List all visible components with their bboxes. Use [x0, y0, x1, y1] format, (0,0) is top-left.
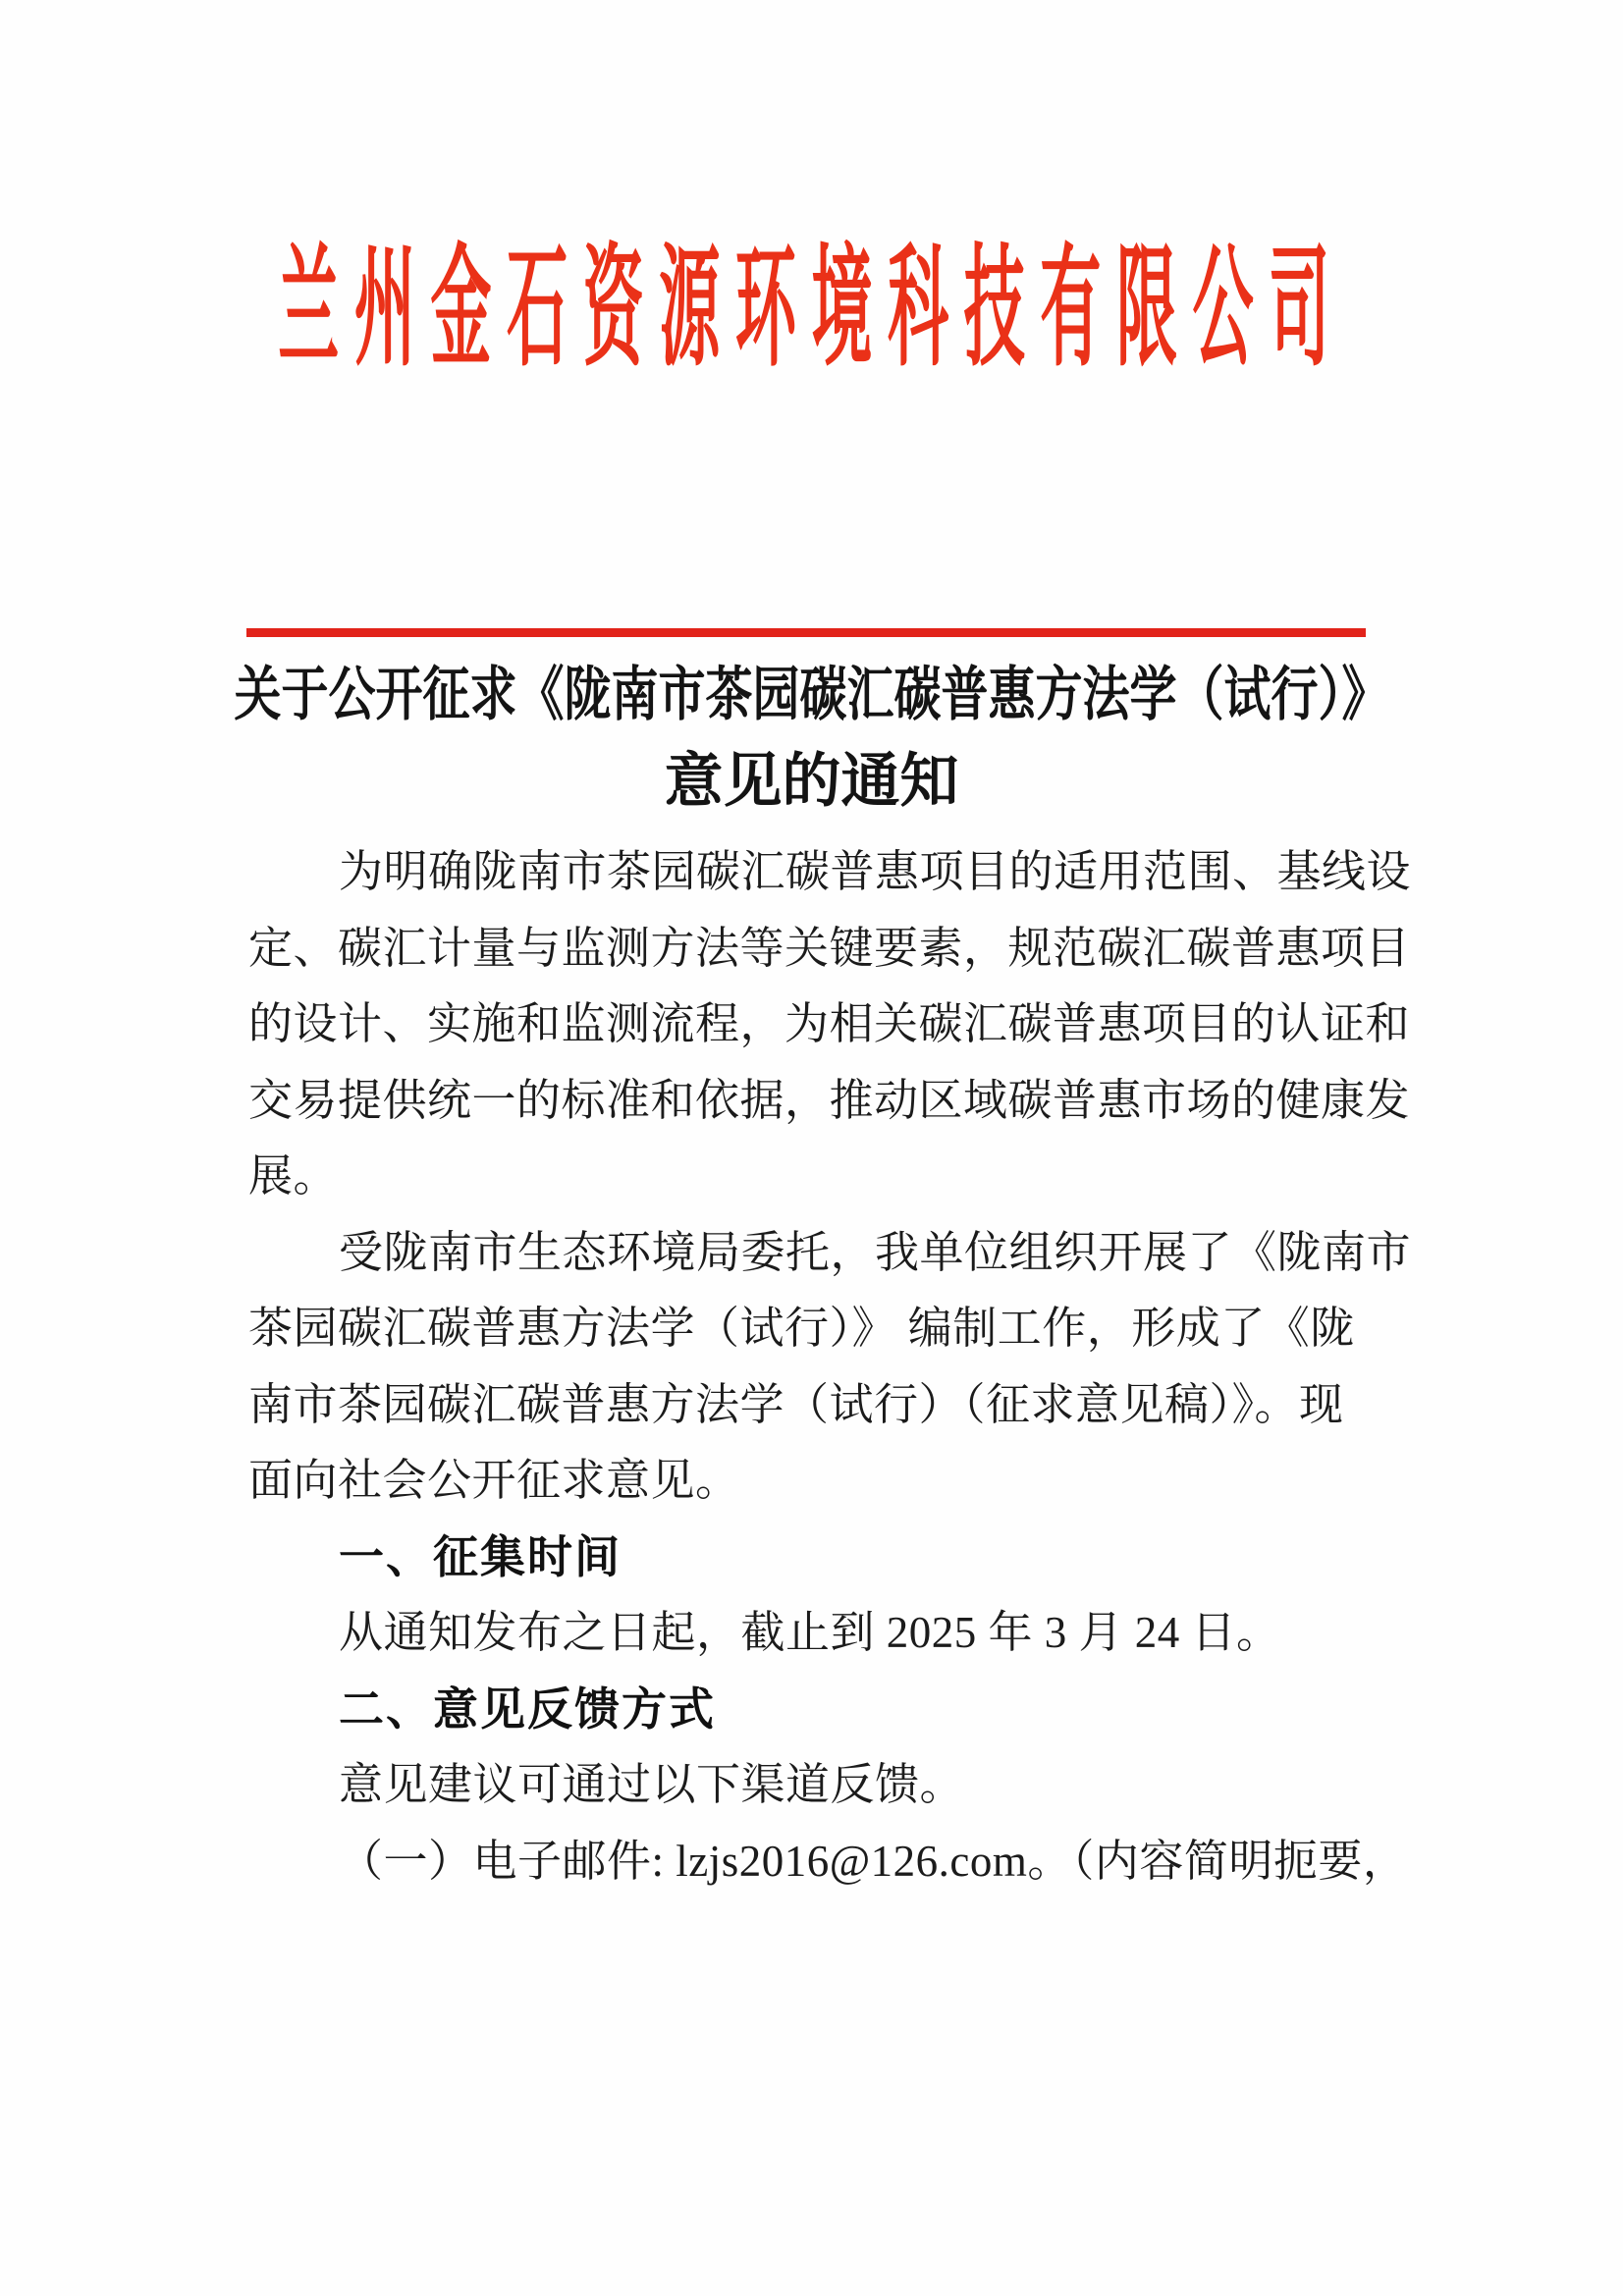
section-heading: 一、征集时间	[339, 1530, 622, 1582]
body-text-line: 定、碳汇计量与监测方法等关键要素，规范碳汇碳普惠项目	[248, 923, 1411, 973]
section-heading: 二、意见反馈方式	[339, 1682, 716, 1735]
body-text-line: 交易提供统一的标准和依据，推动区域碳普惠市场的健康发	[248, 1075, 1411, 1125]
document-body	[248, 834, 1412, 1899]
section-feedback-method	[248, 1672, 1408, 1900]
document-title-line2: 意见的通知	[664, 749, 959, 814]
contact-email-line: （一）电子邮件: lzjs2016@126.com。（内容简明扼要，	[339, 1836, 1408, 1886]
paragraph-purpose	[248, 834, 1412, 1215]
body-text-line: 展。	[248, 1151, 339, 1201]
body-text-line: 为明确陇南市茶园碳汇碳普惠项目的适用范围、基线设	[339, 847, 1412, 896]
body-text-line: 受陇南市生态环境局委托，我单位组织开展了《陇南市	[339, 1227, 1412, 1277]
letterhead-company-name: 兰州金石资源环境科技有限公司	[278, 236, 1345, 383]
body-text-line: 面向社会公开征求意见。	[248, 1456, 740, 1505]
feedback-channels-line: 意见建议可通过以下渠道反馈。	[339, 1760, 965, 1809]
document-title-line1: 关于公开征求《陇南市茶园碳汇碳普惠方法学（试行）》	[234, 663, 1389, 727]
body-text-line: 的设计、实施和监测流程，为相关碳汇碳普惠项目的认证和	[248, 999, 1411, 1048]
paragraph-background	[248, 1215, 1412, 1520]
deadline-line: 从通知发布之日起，截止到 2025 年 3 月 24 日。	[339, 1608, 1281, 1657]
body-text-line: 南市茶园碳汇碳普惠方法学（试行）（征求意见稿）》。现	[248, 1379, 1344, 1429]
body-text-line: 茶园碳汇碳普惠方法学（试行）》 编制工作，形成了《陇	[248, 1304, 1355, 1353]
section-collection-time	[248, 1520, 1382, 1672]
letterhead-divider-rule	[246, 628, 1366, 637]
